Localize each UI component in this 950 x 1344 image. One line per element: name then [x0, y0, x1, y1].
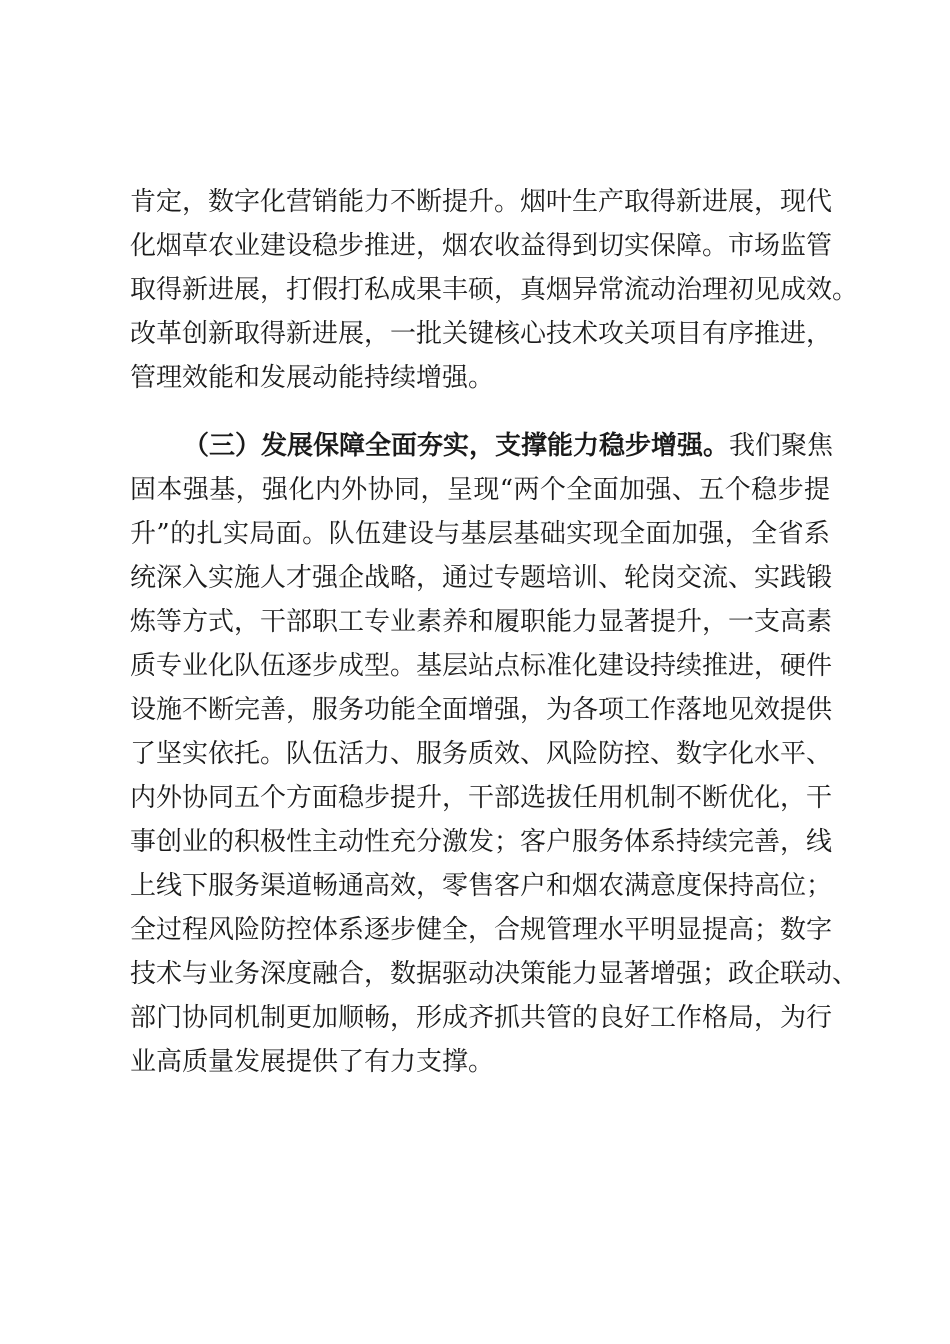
paragraph-2-line: 业高质量发展提供了有力支撑。 — [130, 1047, 495, 1077]
paragraph-2-line: 设施不断完善，服务功能全面增强，为各项工作落地见效提供 — [130, 695, 833, 725]
paragraph-2-first-line — [183, 424, 834, 468]
paragraph-2-line: 上线下服务渠道畅通高效，零售客户和烟农满意度保持高位； — [130, 871, 833, 901]
paragraph-1-line: 肯定，数字化营销能力不断提升。烟叶生产取得新进展，现代 — [130, 187, 833, 217]
section-heading: （三）发展保障全面夯实，支撑能力稳步增强。 — [183, 431, 730, 461]
paragraph-2-line: 升”的扎实局面。队伍建设与基层基础实现全面加强，全省系 — [130, 519, 830, 549]
paragraph-1-line: 取得新进展，打假打私成果丰硕，真烟异常流动治理初见成效。 — [130, 275, 859, 305]
paragraph-2-line: 技术与业务深度融合，数据驱动决策能力显著增强；政企联动、 — [130, 959, 859, 989]
paragraph-2-line: 质专业化队伍逐步成型。基层站点标准化建设持续推进，硬件 — [130, 651, 833, 681]
paragraph-2-line: 内外协同五个方面稳步提升，干部选拔任用机制不断优化，干 — [130, 783, 833, 813]
paragraph-1-line: 化烟草农业建设稳步推进，烟农收益得到切实保障。市场监管 — [130, 231, 833, 261]
paragraph-2-line: 全过程风险防控体系逐步健全，合规管理水平明显提高；数字 — [130, 915, 833, 945]
paragraph-2-line: 事创业的积极性主动性充分激发；客户服务体系持续完善，线 — [130, 827, 833, 857]
paragraph-2-line: 固本强基，强化内外协同，呈现“两个全面加强、五个稳步提 — [130, 475, 830, 505]
paragraph-2-line: 部门协同机制更加顺畅，形成齐抓共管的良好工作格局，为行 — [130, 1003, 833, 1033]
paragraph-1-line: 改革创新取得新进展，一批关键核心技术攻关项目有序推进， — [130, 319, 833, 349]
paragraph-2-line: 统深入实施人才强企战略，通过专题培训、轮岗交流、实践锻 — [130, 563, 833, 593]
paragraph-1-line: 管理效能和发展动能持续增强。 — [130, 363, 495, 393]
paragraph-2-first-line-rest: 我们聚焦 — [729, 431, 834, 461]
paragraph-2-line: 炼等方式，干部职工专业素养和履职能力显著提升，一支高素 — [130, 607, 833, 637]
paragraph-2-line: 了坚实依托。队伍活力、服务质效、风险防控、数字化水平、 — [130, 739, 833, 769]
